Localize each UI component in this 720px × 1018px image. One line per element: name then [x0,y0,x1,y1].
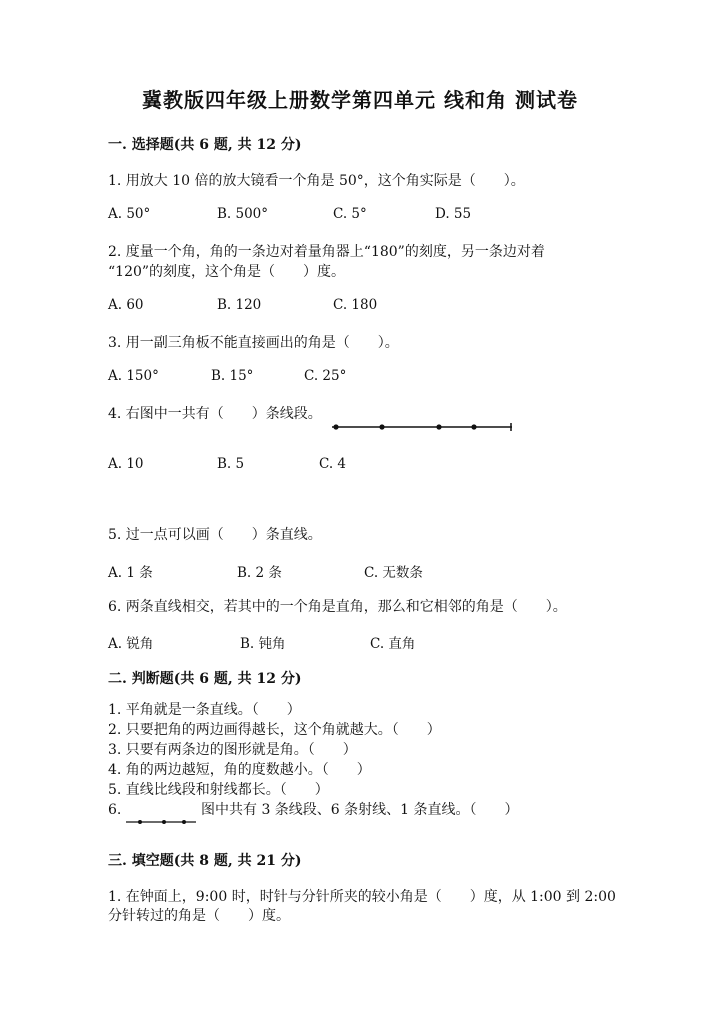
q4-option-c: C. 4 [319,456,347,472]
judge-item-3: 3. 只要有两条边的图形就是角。（ ） [108,742,357,758]
judge-item-6: 图中共有 3 条线段、6 条射线、1 条直线。（ ） [201,802,519,818]
fill-question-1-line-1: 1. 在钟面上，9:00 时，时针与分针所夹的较小角是（ ）度，从 1:00 到 2:00 [108,889,616,905]
judge-item-6-number: 6. [108,802,122,818]
judge-item-5: 5. 直线比线段和射线都长。（ ） [108,782,329,798]
line-figure-point [138,820,142,824]
q4-option-b: B. 5 [217,456,245,472]
q1-option-a: A. 50° [108,206,151,222]
segment-point [436,424,441,429]
q1-option-b: B. 500° [217,206,269,222]
q3-option-a: A. 150° [108,368,159,384]
judge-item-1: 1. 平角就是一条直线。（ ） [108,702,301,718]
q5-option-a: A. 1 条 [108,565,153,581]
q5-option-c: C. 无数条 [364,565,423,581]
q2-option-a: A. 60 [108,297,144,313]
segment-point [379,424,384,429]
question-4: 4. 右图中一共有（ ）条线段。 [108,406,322,422]
question-3: 3. 用一副三角板不能直接画出的角是（ ）。 [108,335,399,351]
question-2-line-2: “120”的刻度，这个角是（ ）度。 [108,264,346,280]
q1-option-c: C. 5° [333,206,367,222]
q4-option-a: A. 10 [108,456,144,472]
q2-option-c: C. 180 [333,297,378,313]
line-figure-point [182,820,186,824]
q5-option-b: B. 2 条 [237,565,282,581]
line-figure-point [162,820,166,824]
q6-option-a: A. 锐角 [108,636,154,652]
q3-option-c: C. 25° [304,368,347,384]
question-5: 5. 过一点可以画（ ）条直线。 [108,527,322,543]
section-heading-judgement: 二. 判断题(共 6 题, 共 12 分) [108,671,302,687]
question-1: 1. 用放大 10 倍的放大镜看一个角是 50°，这个角实际是（ ）。 [108,173,525,189]
segment-point [333,424,338,429]
question-2-line-1: 2. 度量一个角，角的一条边对着量角器上“180”的刻度，另一条边对着 [108,244,545,260]
fill-question-1-line-2: 分针转过的角是（ ）度。 [108,908,290,924]
segment-figure [328,420,518,434]
q3-option-b: B. 15° [211,368,254,384]
question-6: 6. 两条直线相交，若其中的一个角是直角，那么和它相邻的角是（ ）。 [108,599,567,615]
section-heading-choice: 一. 选择题(共 6 题, 共 12 分) [108,137,302,153]
segment-point [471,424,476,429]
judge-item-2: 2. 只要把角的两边画得越长，这个角就越大。（ ） [108,722,441,738]
q6-option-b: B. 钝角 [240,636,286,652]
q6-option-c: C. 直角 [370,636,416,652]
judge-item-4: 4. 角的两边越短，角的度数越小。（ ） [108,762,371,778]
page-title: 冀教版四年级上册数学第四单元 线和角 测试卷 [142,88,578,112]
line-figure [124,817,198,827]
q1-option-d: D. 55 [435,206,472,222]
section-heading-fill: 三. 填空题(共 8 题, 共 21 分) [108,853,302,869]
q2-option-b: B. 120 [217,297,262,313]
